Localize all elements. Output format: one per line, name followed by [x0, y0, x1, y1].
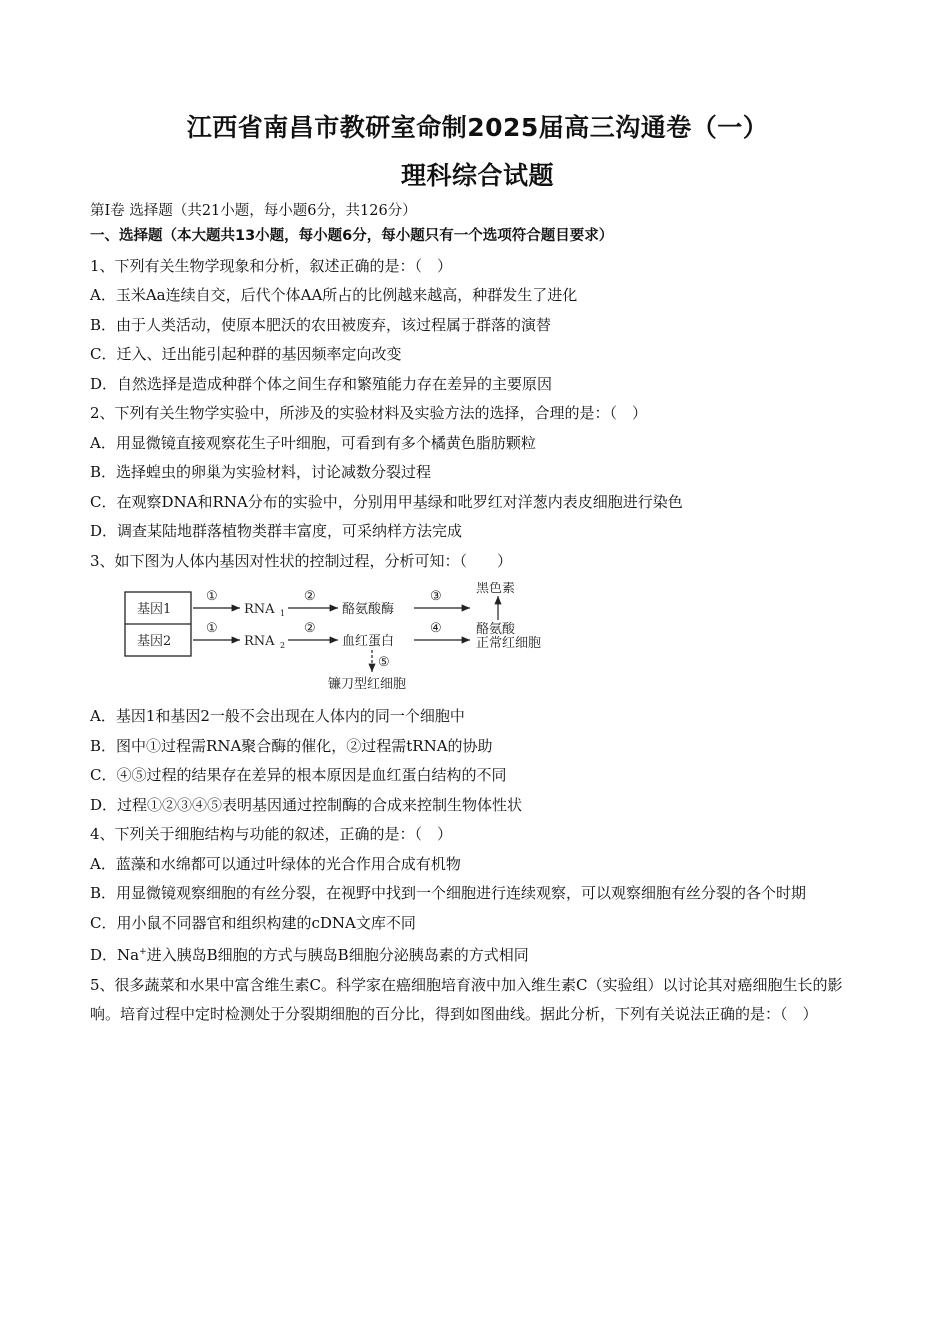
- question-1-option-b: B．由于人类活动，使原本肥沃的农田被废弃，该过程属于群落的演替: [90, 315, 552, 334]
- rna1-label: RNA: [244, 602, 275, 617]
- gene1-label: 基因1: [137, 602, 172, 617]
- gene-control-diagram: [120, 582, 620, 694]
- section-heading: 一、选择题（本大题共13小题，每小题6分，每小题只有一个选项符合题目要求）: [90, 228, 614, 244]
- question-3-option-b: B．图中①过程需RNA聚合酶的催化，②过程需tRNA的协助: [90, 736, 493, 755]
- question-2-option-d: D．调查某陆地群落植物类群丰富度，可采纳样方法完成: [90, 522, 463, 540]
- question-2-option-c: C．在观察DNA和RNA分布的实验中，分别用甲基绿和吡罗红对洋葱内表皮细胞进行染色: [90, 492, 683, 511]
- q4-d-suffix: 进入胰岛B细胞的方式与胰岛B细胞分泌胰岛素的方式相同: [146, 946, 529, 964]
- question-1-option-a: A．玉米Aa连续自交，后代个体AA所占的比例越来越高，种群发生了进化: [90, 286, 578, 304]
- normal-rbc-label: 正常红细胞: [476, 636, 542, 651]
- sickle-rbc-label: 镰刀型红细胞: [328, 677, 407, 692]
- step1-label-row2: ①: [206, 621, 218, 636]
- question-4-stem: 4、下列关于细胞结构与功能的叙述，正确的是：（ ）: [90, 825, 453, 843]
- step2-label-row2: ②: [304, 621, 316, 636]
- step1-label: ①: [206, 589, 218, 604]
- exam-page: [90, 110, 865, 1030]
- question-4-option-b: B．用显微镜观察细胞的有丝分裂，在视野中找到一个细胞进行连续观察，可以观察细胞有丝分裂的各个时期: [90, 884, 807, 902]
- gene-diagram-svg: [120, 582, 620, 694]
- rna1-subscript: 1: [280, 609, 286, 618]
- step3-label: ③: [430, 589, 442, 604]
- question-4-option-d: [90, 938, 865, 971]
- q4-d-superscript: +: [139, 947, 147, 957]
- step4-label: ④: [430, 621, 442, 636]
- melanin-label: 黑色素: [476, 582, 516, 596]
- question-2-stem: 2、下列有关生物学实验中，所涉及的实验材料及实验方法的选择，合理的是：（ ）: [90, 404, 648, 422]
- question-2-option-a: A．用显微镜直接观察花生子叶细胞，可看到有多个橘黄色脂肪颗粒: [90, 433, 536, 452]
- gene2-label: 基因2: [137, 634, 172, 649]
- exam-subtitle: 理科综合试题: [400, 161, 554, 190]
- question-3-option-c: C．④⑤过程的结果存在差异的根本原因是血红蛋白结构的不同: [90, 766, 507, 784]
- question-1-stem: 1、下列有关生物学现象和分析，叙述正确的是：（ ）: [90, 256, 453, 275]
- hemoglobin-label: 血红蛋白: [342, 634, 395, 649]
- enzyme-label: 酪氨酸酶: [342, 602, 395, 617]
- question-4-option-c: C．用小鼠不同器官和组织构建的cDNA文库不同: [90, 913, 416, 932]
- exam-title: 江西省南昌市教研室命制2025届高三沟通卷（一）: [186, 113, 769, 142]
- rna2-subscript: 2: [280, 641, 286, 650]
- q4-d-prefix: D．Na: [90, 946, 140, 964]
- tyrosine-label: 酪氨酸: [476, 622, 516, 637]
- question-1-option-d: D．自然选择是造成种群个体之间生存和繁殖能力存在差异的主要原因: [90, 374, 553, 393]
- step2-label: ②: [304, 589, 316, 604]
- rna2-label: RNA: [244, 634, 275, 649]
- part-heading: 第I卷 选择题（共21小题，每小题6分，共126分）: [90, 203, 417, 219]
- step5-label: ⑤: [378, 655, 390, 670]
- question-3-option-a: A．基因1和基因2一般不会出现在人体内的同一个细胞中: [90, 707, 465, 725]
- question-2-option-b: B．选择蝗虫的卵巢为实验材料，讨论减数分裂过程: [90, 463, 432, 481]
- question-3-option-d: D．过程①②③④⑤表明基因通过控制酶的合成来控制生物体性状: [90, 795, 523, 814]
- question-5-stem: 5、很多蔬菜和水果中富含维生素C。科学家在癌细胞培育液中加入维生素C（实验组）以讨论其对癌细胞生长的影响。培育过程中定时检测处于分裂期细胞的百分比，得到如图曲线。据此分析，下列有关说法正确的是：（ ）: [90, 975, 843, 1023]
- question-1-option-c: C．迁入、迁出能引起种群的基因频率定向改变: [90, 345, 402, 363]
- question-3-stem: 3、如下图为人体内基因对性状的控制过程，分析可知：（ ）: [90, 551, 513, 570]
- question-4-option-a: A．蓝藻和水绵都可以通过叶绿体的光合作用合成有机物: [90, 854, 461, 873]
